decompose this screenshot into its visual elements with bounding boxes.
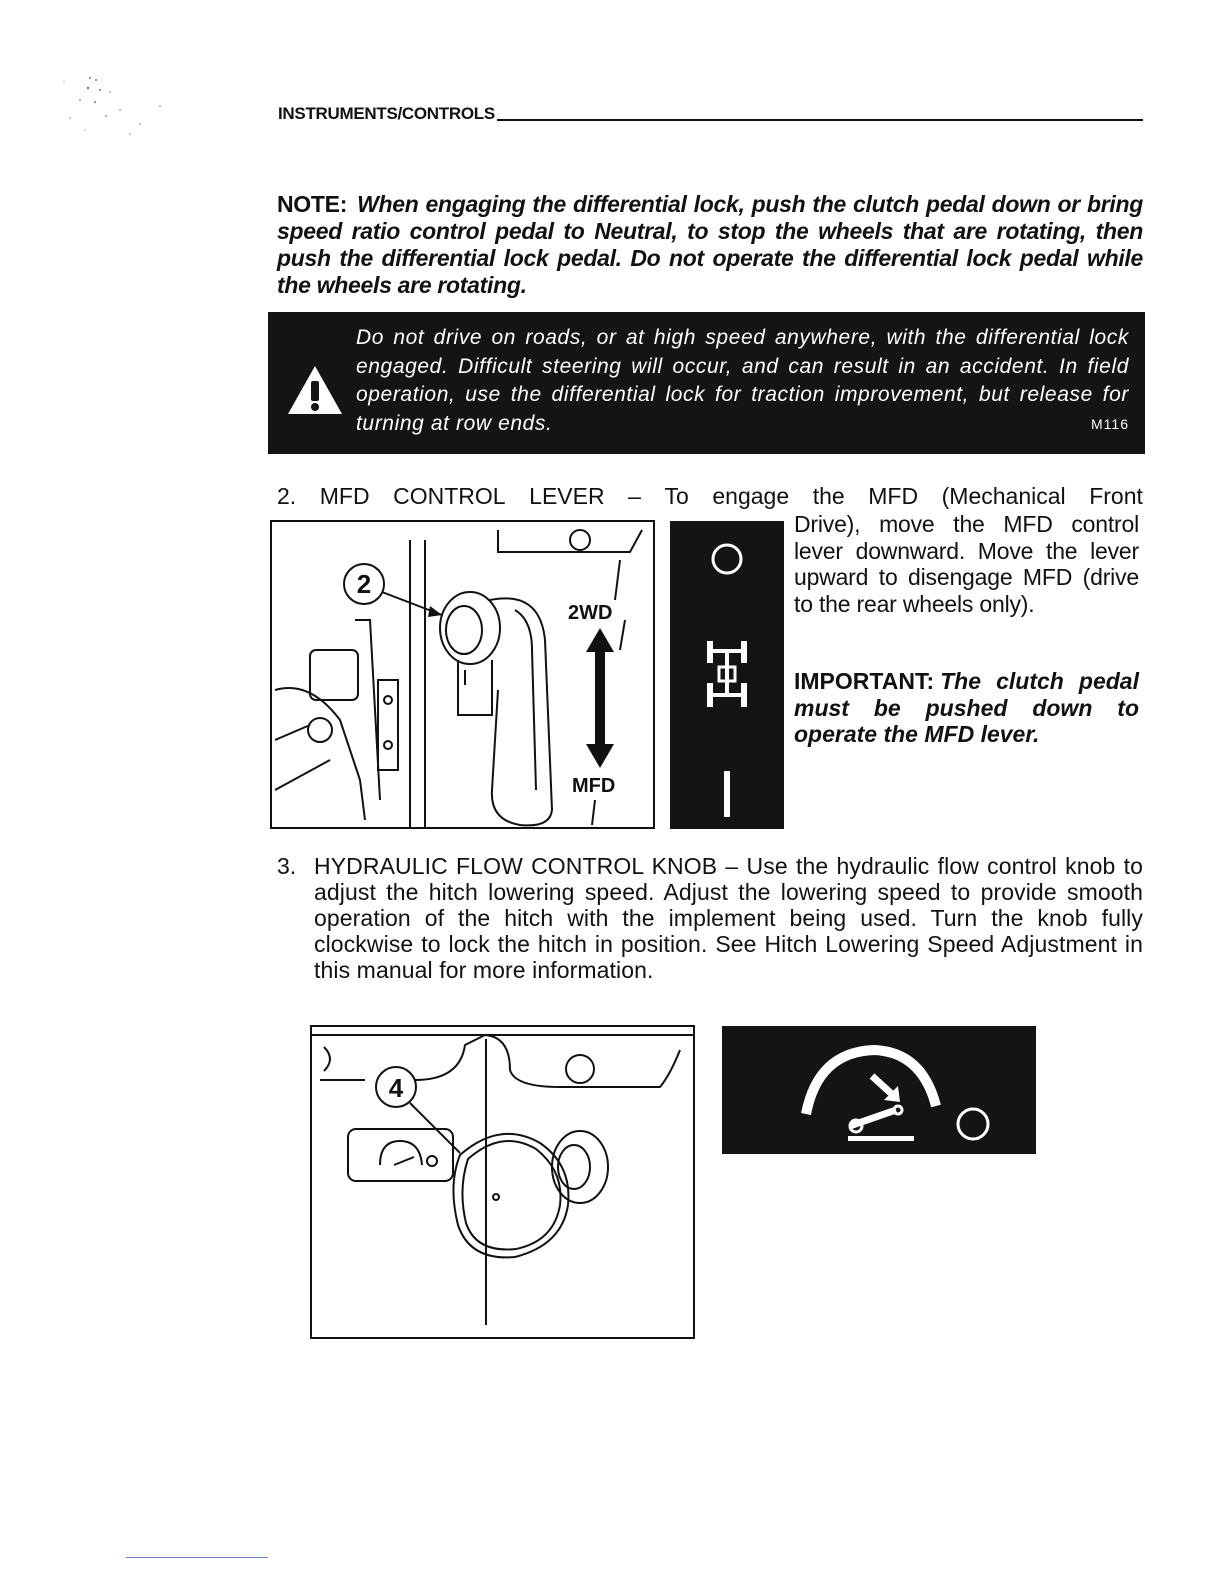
item3-text: HYDRAULIC FLOW CONTROL KNOB – Use the hydraulic flow control knob to adjust the hitch lowering speed. Adjust the lowering speed to provide smooth operation of the hitch with the implement being used. Turn the knob fully clockwise to lock the hitch in position. See Hitch Lowering Speed Adjustment in this manual for more information.: [314, 853, 1143, 983]
important-note: [794, 668, 1139, 748]
label-2wd: 2WD: [568, 602, 613, 624]
item2-word: MFD: [868, 483, 919, 509]
header-rule: [497, 119, 1143, 121]
four-wheel-drive-icon: [707, 641, 747, 707]
line-on-icon: [724, 771, 730, 817]
section-title: INSTRUMENTS/CONTROLS: [278, 104, 495, 123]
item2-word: 2.: [277, 483, 297, 509]
warning-triangle-icon: [286, 364, 344, 416]
important-text: The clutch pedal must be pushed down to operate the MFD lever.: [794, 668, 1139, 747]
important-label: IMPORTANT:: [794, 668, 935, 694]
item2-word: (Mechanical: [941, 483, 1066, 509]
hydraulic-knob-illustration: [310, 1025, 695, 1339]
warning-code: M116: [1091, 416, 1129, 432]
item2-word: LEVER: [529, 483, 605, 509]
callout-number: 2: [356, 569, 372, 599]
item3-number: 3.: [277, 853, 297, 879]
note-text: When engaging the differential lock, push the clutch pedal down or bring speed ratio control pedal to Neutral, to stop the wheels that are rotating, then push the differential lock pedal. Do not operate the differential lock pedal while the wheels are rotating.: [277, 191, 1143, 298]
item2-word: CONTROL: [393, 483, 506, 509]
hitch-speed-decal: [722, 1026, 1036, 1154]
item2-heading: [277, 483, 1143, 510]
item2-body: Drive), move the MFD control lever downward. Move the lever upward to disengage MFD (drive to the rear wheels only).: [794, 511, 1139, 617]
item2-word: Front: [1089, 483, 1143, 509]
item2-word: –: [628, 483, 641, 509]
item3-paragraph: [277, 853, 1143, 983]
circle-off-icon: [713, 545, 741, 573]
note-paragraph: [277, 191, 1143, 299]
item2-word: engage: [712, 483, 790, 509]
warning-text: Do not drive on roads, or at high speed anywhere, with the differential lock engaged. Difficult steering will occur, and can result in an accident. In field operation, use the differential lock for traction improvement, but release for turning at row ends.: [356, 326, 1129, 435]
mfd-decal-symbols: [670, 521, 784, 829]
item2-word: MFD: [319, 483, 370, 509]
hitch-lowering-speed-icon: [722, 1026, 1036, 1154]
scan-artifact: [40, 70, 190, 150]
label-mfd: MFD: [572, 775, 616, 797]
page-header: [278, 104, 1143, 124]
mfd-lever-illustration: [270, 520, 655, 829]
item2-word: To: [664, 483, 689, 509]
footer-rule: [126, 1557, 268, 1558]
note-label: NOTE:: [277, 191, 348, 217]
item2-word: the: [812, 483, 845, 509]
callout-number: 4: [388, 1073, 404, 1103]
mfd-decal: [670, 521, 784, 829]
warning-box: [268, 312, 1145, 454]
